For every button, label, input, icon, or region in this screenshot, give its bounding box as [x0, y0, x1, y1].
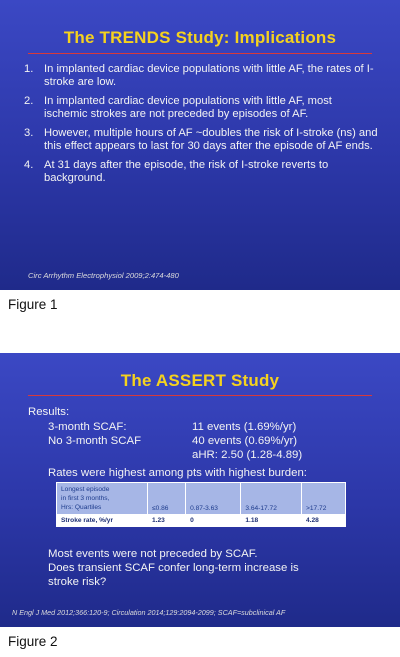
- stroke-rate-value: 0: [186, 515, 241, 527]
- conclusion-line: stroke risk?: [48, 576, 107, 588]
- item-number: 3.: [24, 127, 34, 139]
- title-divider: [28, 395, 372, 396]
- stroke-rate-value: 1.23: [148, 515, 186, 527]
- quartile-header: >17.72: [302, 483, 346, 515]
- result-label-scaf: 3-month SCAF:: [48, 421, 127, 433]
- item-number: 2.: [24, 95, 34, 107]
- table-row: [57, 515, 346, 527]
- item-number: 4.: [24, 159, 34, 171]
- list-item: [22, 159, 378, 185]
- slide-title: The ASSERT Study: [120, 371, 280, 390]
- item-text: In implanted cardiac device populations with little AF, the rates of I-stroke are low.: [44, 63, 374, 88]
- quartile-header: ≤0.86: [148, 483, 186, 515]
- table-header-row: [57, 483, 346, 515]
- quartile-header: 3.64-17.72: [241, 483, 302, 515]
- item-number: 1.: [24, 63, 34, 75]
- result-value-no-scaf: 40 events (0.69%/yr): [192, 435, 298, 447]
- result-label-no-scaf: No 3-month SCAF: [48, 435, 142, 447]
- burden-table: [56, 482, 346, 527]
- figure-2-caption: Figure 2: [8, 634, 58, 649]
- list-item: [22, 127, 378, 153]
- quartile-header: 0.87-3.63: [186, 483, 241, 515]
- title-divider: [28, 53, 372, 54]
- header-line: Longest episode: [61, 486, 110, 493]
- slide-trends-implications: [0, 0, 400, 290]
- table-header-label: [57, 483, 148, 515]
- figure-1-caption: Figure 1: [8, 297, 58, 312]
- list-item: [22, 95, 378, 121]
- implications-list: [22, 63, 378, 191]
- stroke-rate-value: 4.28: [302, 515, 346, 527]
- slide-title: The TRENDS Study: Implications: [63, 28, 337, 47]
- item-text: In implanted cardiac device populations with little AF, most ischemic strokes are not preceded by episodes of AF.: [44, 95, 332, 120]
- stroke-rate-label: Stroke rate, %/yr: [57, 515, 148, 527]
- results-heading: Results:: [28, 406, 70, 418]
- item-text: However, multiple hours of AF ~doubles the risk of I-stroke (ns) and this effect appears to last for 30 days after the episode of AF ends.: [44, 127, 378, 152]
- citation: N Engl J Med 2012;366:120-9; Circulation 2014;129:2094-2099; SCAF=subclinical AF: [12, 608, 286, 617]
- slide-assert-study: [0, 353, 400, 627]
- conclusion-line: Does transient SCAF confer long-term increase is: [48, 562, 299, 574]
- result-value-scaf: 11 events (1.69%/yr): [192, 421, 297, 433]
- conclusion-line: Most events were not preceded by SCAF.: [48, 548, 258, 560]
- result-value-ahr: aHR: 2.50 (1.28-4.89): [192, 449, 303, 461]
- header-line: Hrs: Quartiles: [61, 504, 102, 511]
- stroke-rate-value: 1.18: [241, 515, 302, 527]
- header-line: in first 3 months,: [61, 495, 110, 502]
- item-text: At 31 days after the episode, the risk of I-stroke reverts to background.: [44, 159, 329, 184]
- list-item: [22, 63, 378, 89]
- rates-statement: Rates were highest among pts with highest burden:: [48, 467, 307, 479]
- citation: Circ Arrhythm Electrophysiol 2009;2:474-480: [28, 271, 179, 280]
